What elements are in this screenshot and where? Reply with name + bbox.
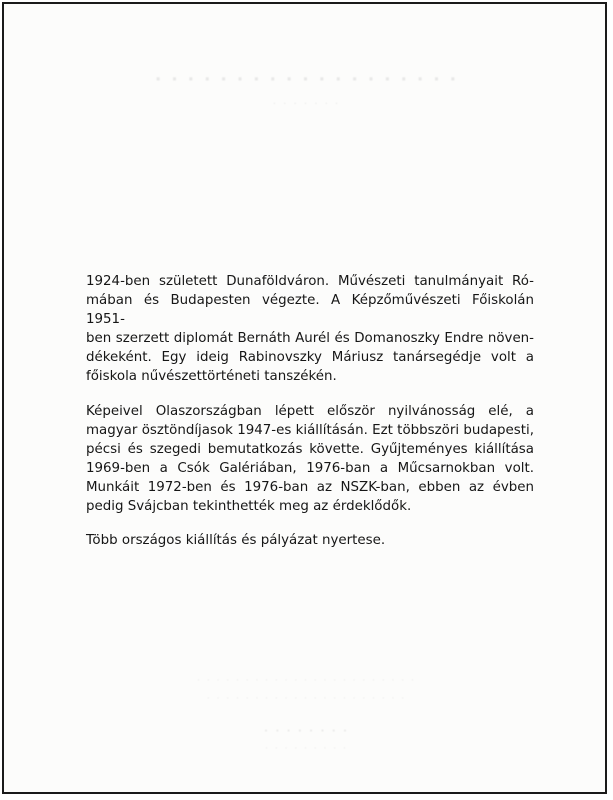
show-through-heading: · · · · · · · · · · · · · · · · · · · — [152, 70, 457, 90]
text-line: magyar ösztöndíjasok 1947-es kiállításán. Ezt többszöri budapesti, — [86, 422, 534, 438]
text-line: Képeivel Olaszországban lépett először nyilvánosság elé, a — [86, 403, 534, 419]
text-line: 1924-ben született Dunaföldváron. Művészeti tanulmányait Ró- — [86, 274, 534, 289]
text-line: Több országos kiállítás és pályázat nyertese. — [86, 533, 386, 549]
text-line: mában és Budapesten végezte. A Képzőművészeti Főiskolán 1951- — [86, 293, 534, 328]
text-line: főiskola nűvészettörténeti tanszékén. — [86, 369, 337, 385]
show-through-footer: · · · · · · · · · — [263, 744, 346, 754]
show-through-footer: · · · · · · · · · · · · · · · · · · · · · — [204, 694, 405, 704]
text-line: pedig Svájcban tekinthették meg az érdeklődők. — [86, 499, 412, 515]
biography-paragraph — [86, 272, 534, 387]
text-line: Munkáit 1972-ben és 1976-ban az NSZK-ban, ebben az évben — [86, 479, 534, 495]
show-through-subheading: · · · · · · · — [270, 99, 339, 110]
text-line: ben szerzett diplomát Bernáth Aurél és Domanoszky Endre növen- — [86, 331, 534, 347]
text-line: 1969-ben a Csók Galériában, 1976-ban a Műcsarnokban volt. — [86, 460, 534, 476]
exhibitions-paragraph — [86, 402, 534, 517]
text-line: pécsi és szegedi bemutatkozás követte. Gyűjteményes kiállítása — [86, 441, 534, 457]
show-through-footer: · · · · · · · · · · · · · · · · · · · · · · · — [195, 676, 414, 686]
biography-text — [86, 272, 534, 565]
text-line: dékeként. Egy ideig Rabinovszky Máriusz tanársegédje volt a — [86, 350, 534, 366]
show-through-footer: · · · · · · · · — [262, 726, 347, 737]
document-page — [2, 2, 607, 794]
awards-paragraph — [86, 531, 534, 550]
